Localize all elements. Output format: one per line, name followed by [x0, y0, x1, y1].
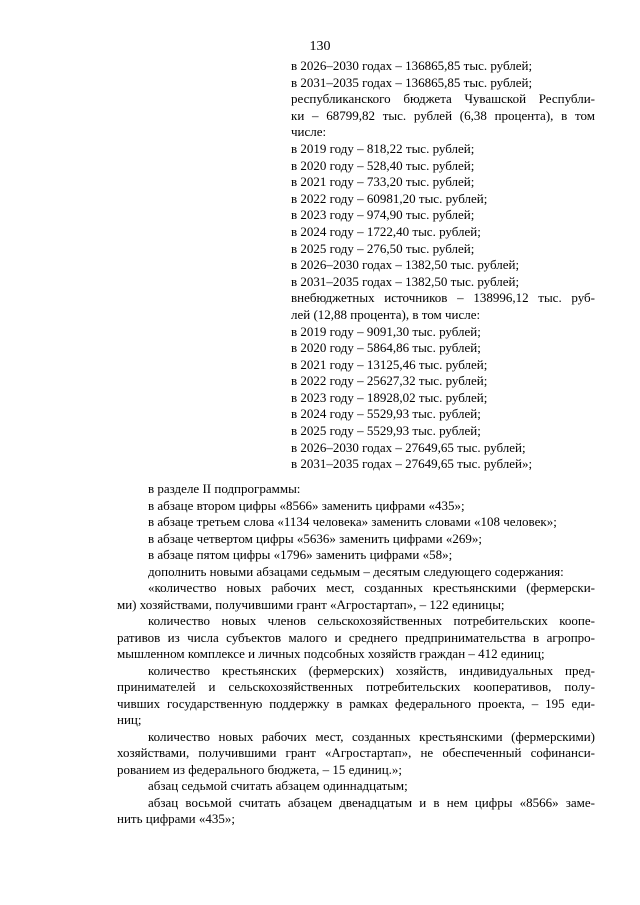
- paragraph-line: «количество новых рабочих мест, созданных крестьянскими (фермерски-: [148, 580, 595, 595]
- paragraph-line: в абзаце четвертом цифры «5636» заменить цифрами «269»;: [148, 530, 482, 546]
- funding-line: в 2023 году – 974,90 тыс. рублей;: [291, 207, 475, 223]
- funding-line: в 2025 году – 276,50 тыс. рублей;: [291, 240, 475, 256]
- funding-line: в 2020 году – 5864,86 тыс. рублей;: [291, 340, 481, 356]
- funding-breakdown: [291, 58, 595, 473]
- paragraph-line: чивших государственную поддержку в рамках федерального проекта, – 195 еди-: [117, 695, 595, 711]
- funding-line: в 2026–2030 годах – 1382,50 тыс. рублей;: [291, 257, 520, 273]
- funding-line: ки – 68799,82 тыс. рублей (6,38 процента), в том: [291, 107, 595, 123]
- funding-line: в 2024 году – 1722,40 тыс. рублей;: [291, 223, 481, 239]
- paragraph-line: в абзаце третьем слова «1134 человека» заменить словами «108 человек»;: [148, 514, 557, 529]
- funding-line: в 2024 году – 5529,93 тыс. рублей;: [291, 406, 481, 422]
- paragraph-line: количество крестьянских (фермерских) хозяйств, индивидуальных пред-: [148, 662, 595, 678]
- funding-line: числе:: [291, 124, 327, 140]
- paragraph-line: в разделе II подпрограммы:: [148, 481, 301, 496]
- funding-line: в 2023 году – 18928,02 тыс. рублей;: [291, 389, 488, 405]
- paragraph-line: абзац восьмой считать абзацем двенадцатым и в нем цифры «8566» заме-: [148, 794, 595, 810]
- funding-line: в 2021 году – 13125,46 тыс. рублей;: [291, 356, 488, 372]
- paragraph-line: количество новых членов сельскохозяйственных потребительских коопе-: [148, 613, 595, 628]
- paragraph-line: рованием из федерального бюджета, – 15 единиц.»;: [117, 761, 403, 777]
- funding-line: в 2019 году – 9091,30 тыс. рублей;: [291, 323, 481, 339]
- funding-line: в 2031–2035 годах – 1382,50 тыс. рублей;: [291, 273, 520, 289]
- paragraph-line: ми) хозяйствами, получившими грант «Агростартап», – 122 единицы;: [117, 596, 505, 612]
- page-number: 130: [309, 39, 331, 54]
- funding-line: в 2022 году – 60981,20 тыс. рублей;: [291, 190, 488, 206]
- paragraph-line: принимателей и сельскохозяйственных потребительских кооперативов, полу-: [117, 679, 595, 694]
- paragraph-line: в абзаце пятом цифры «1796» заменить цифрами «58»;: [148, 547, 453, 562]
- paragraph-line: ниц;: [117, 712, 142, 727]
- funding-line: в 2019 году – 818,22 тыс. рублей;: [291, 140, 475, 156]
- paragraph-line: в абзаце втором цифры «8566» заменить цифрами «435»;: [148, 497, 465, 513]
- funding-line: в 2026–2030 годах – 136865,85 тыс. рублей;: [291, 58, 533, 73]
- funding-line: в 2031–2035 годах – 136865,85 тыс. рублей;: [291, 74, 533, 90]
- funding-line: лей (12,88 процента), в том числе:: [291, 306, 481, 322]
- paragraph-line: мышленном комплексе и личных подсобных хозяйств граждан – 412 единиц;: [117, 646, 545, 661]
- funding-line: в 2022 году – 25627,32 тыс. рублей;: [291, 373, 488, 389]
- funding-line: в 2020 году – 528,40 тыс. рублей;: [291, 157, 475, 173]
- funding-line: в 2031–2035 годах – 27649,65 тыс. рублей»;: [291, 456, 533, 472]
- funding-line: в 2021 году – 733,20 тыс. рублей;: [291, 174, 475, 190]
- funding-line: республиканского бюджета Чувашской Республи-: [291, 91, 595, 107]
- amendment-text: [117, 481, 595, 828]
- funding-line: в 2026–2030 годах – 27649,65 тыс. рублей;: [291, 439, 526, 455]
- paragraph-line: количество новых рабочих мест, созданных крестьянскими (фермерскими): [148, 728, 595, 744]
- paragraph-line: нить цифрами «435»;: [117, 811, 235, 826]
- paragraph-line: абзац седьмой считать абзацем одиннадцатым;: [148, 778, 408, 793]
- funding-line: внебюджетных источников – 138996,12 тыс. руб-: [291, 290, 595, 306]
- paragraph-line: дополнить новыми абзацами седьмым – десятым следующего содержания:: [148, 563, 564, 579]
- paragraph-line: хозяйствами, получившими грант «Агростартап», не обеспеченный софинанси-: [117, 745, 595, 760]
- funding-line: в 2025 году – 5529,93 тыс. рублей;: [291, 423, 481, 439]
- paragraph-line: ративов из числа субъектов малого и среднего предпринимательства в агропро-: [117, 629, 595, 645]
